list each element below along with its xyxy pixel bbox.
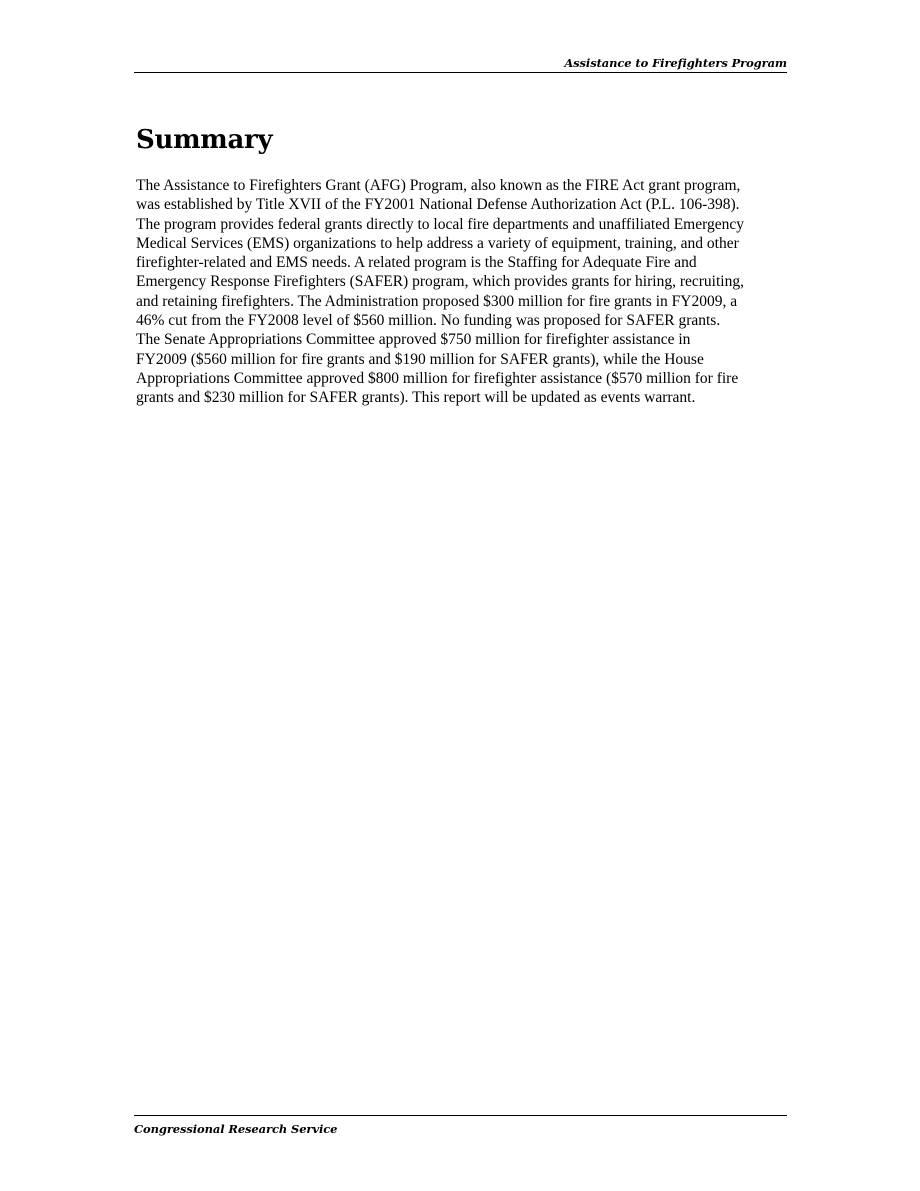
section-title: Summary: [136, 125, 273, 155]
summary-line: grants and $230 million for SAFER grants). This report will be updated as events warrant.: [136, 389, 696, 407]
summary-line: and retaining firefighters. The Administration proposed $300 million for fire grants in FY2009, a: [136, 292, 738, 310]
summary-line: Emergency Response Firefighters (SAFER) program, which provides grants for hiring, recruiting,: [136, 273, 744, 291]
running-footer-publisher: Congressional Research Service: [134, 1122, 338, 1136]
summary-line: Appropriations Committee approved $800 million for firefighter assistance ($570 million for fire: [136, 369, 739, 387]
summary-paragraph: [136, 176, 790, 408]
summary-line: The Senate Appropriations Committee approved $750 million for firefighter assistance in: [136, 331, 691, 349]
running-footer: [134, 1115, 787, 1138]
summary-line: The program provides federal grants directly to local fire departments and unaffiliated Emergency: [136, 215, 744, 233]
running-header: [134, 54, 787, 73]
summary-line: firefighter-related and EMS needs. A related program is the Staffing for Adequate Fire and: [136, 254, 697, 272]
summary-line: 46% cut from the FY2008 level of $560 million. No funding was proposed for SAFER grants.: [136, 312, 721, 330]
summary-line: FY2009 ($560 million for fire grants and $190 million for SAFER grants), while the House: [136, 350, 704, 368]
summary-line: Medical Services (EMS) organizations to help address a variety of equipment, training, and other: [136, 234, 739, 252]
summary-line: was established by Title XVII of the FY2001 National Defense Authorization Act (P.L. 106-398).: [136, 196, 740, 214]
running-header-title: Assistance to Firefighters Program: [564, 56, 787, 70]
summary-line: The Assistance to Firefighters Grant (AFG) Program, also known as the FIRE Act grant program,: [136, 177, 741, 194]
